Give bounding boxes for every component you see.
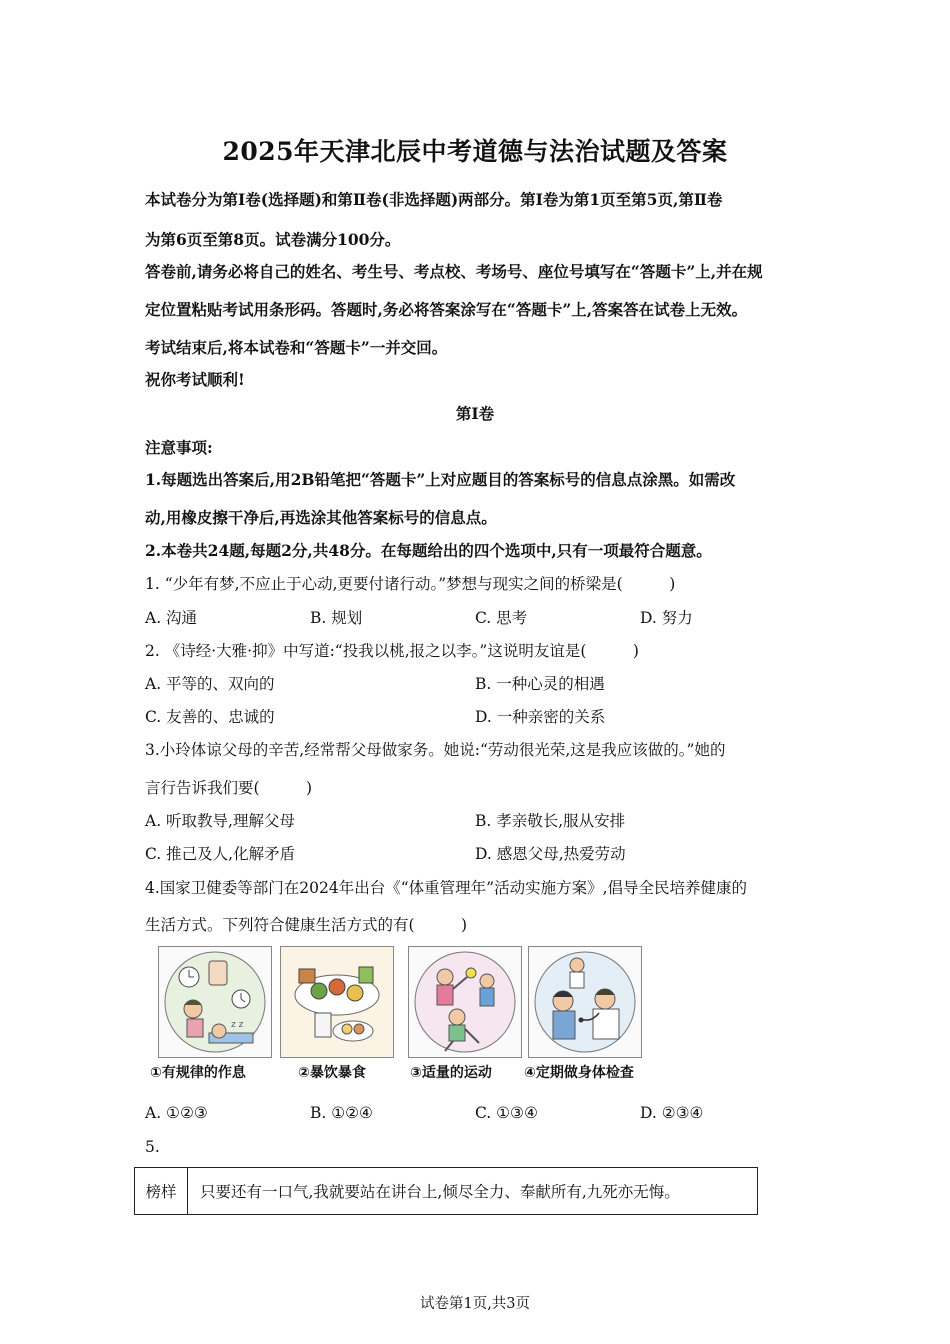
illustration-exercise xyxy=(408,946,522,1058)
svg-text:z z: z z xyxy=(231,1020,244,1030)
section-title: 第Ⅰ卷 xyxy=(455,404,495,423)
question-1-option-d: D. 努力 xyxy=(640,609,693,627)
question-3-option-b: B. 孝亲敬长,服从安排 xyxy=(475,812,626,830)
question-2-option-b: B. 一种心灵的相遇 xyxy=(475,675,605,693)
question-3-option-c: C. 推己及人,化解矛盾 xyxy=(145,845,296,863)
intro-paragraph-1-line-1: 本试卷分为第Ⅰ卷(选择题)和第Ⅱ卷(非选择题)两部分。第Ⅰ卷为第1页至第5页,第Ⅱ卷 xyxy=(145,190,723,209)
question-1-option-a: A. 沟通 xyxy=(145,609,198,627)
question-5-table-content: 只要还有一口气,我就要站在讲台上,倾尽全力、奉献所有,九死亦无悔。 xyxy=(200,1183,680,1201)
illustration-overeating xyxy=(280,946,394,1058)
question-5-number: 5. xyxy=(145,1138,160,1156)
question-3-option-a: A. 听取教导,理解父母 xyxy=(145,812,295,830)
illustration-caption-4: ④定期做身体检查 xyxy=(524,1065,634,1081)
question-4-stem-line-2: 生活方式。下列符合健康生活方式的有( ) xyxy=(145,916,468,934)
illustration-regular-routine xyxy=(158,946,272,1058)
question-2-stem: 2. 《诗经·大雅·抑》中写道:“投我以桃,报之以李。”这说明友谊是( ) xyxy=(145,642,639,660)
intro-paragraph-2-line-1: 答卷前,请务必将自己的姓名、考生号、考点校、考场号、座位号填写在“答题卡”上,并在规 xyxy=(145,262,763,281)
question-4-illustrations xyxy=(150,946,660,1086)
illustration-caption-2: ②暴饮暴食 xyxy=(298,1065,366,1081)
question-1-stem: 1. “少年有梦,不应止于心动,更要付诸行动。”梦想与现实之间的桥梁是( ) xyxy=(145,575,676,593)
notice-item-1-line-1: 1.每题选出答案后,用2B铅笔把“答题卡”上对应题目的答案标号的信息点涂黑。如需改 xyxy=(145,470,736,489)
question-4-option-b: B. ①②④ xyxy=(310,1104,373,1122)
question-1-option-b: B. 规划 xyxy=(310,609,363,627)
question-3-stem-line-2: 言行告诉我们要( ) xyxy=(145,779,313,797)
question-3-option-d: D. 感恩父母,热爱劳动 xyxy=(475,845,626,863)
question-1-option-c: C. 思考 xyxy=(475,609,528,627)
illustration-health-checkup xyxy=(528,946,642,1058)
notice-item-1-line-2: 动,用橡皮擦干净后,再选涂其他答案标号的信息点。 xyxy=(145,508,497,527)
question-5-table-header: 榜样 xyxy=(135,1168,188,1214)
intro-paragraph-2-line-2: 定位置粘贴考试用条形码。答题时,务必将答案涂写在“答题卡”上,答案答在试卷上无效。 xyxy=(145,300,748,319)
intro-paragraph-1-line-2: 为第6页至第8页。试卷满分100分。 xyxy=(145,230,401,249)
page-title: 2025年天津北辰中考道德与法治试题及答案 xyxy=(222,137,728,166)
illustration-caption-1: ①有规律的作息 xyxy=(150,1065,246,1081)
page-footer: 试卷第1页,共3页 xyxy=(419,1296,531,1312)
question-5-table xyxy=(134,1167,758,1215)
question-4-option-d: D. ②③④ xyxy=(640,1104,704,1122)
notice-item-2: 2.本卷共24题,每题2分,共48分。在每题给出的四个选项中,只有一项最符合题意。 xyxy=(145,541,712,560)
notice-heading: 注意事项: xyxy=(145,438,213,457)
question-2-option-c: C. 友善的、忠诚的 xyxy=(145,708,275,726)
illustration-caption-3: ③适量的运动 xyxy=(410,1065,492,1081)
intro-paragraph-3: 考试结束后,将本试卷和“答题卡”一并交回。 xyxy=(145,338,448,357)
question-3-stem-line-1: 3.小玲体谅父母的辛苦,经常帮父母做家务。她说:“劳动很光荣,这是我应该做的。”她的 xyxy=(145,741,726,759)
intro-paragraph-4: 祝你考试顺利! xyxy=(145,370,245,389)
question-4-stem-line-1: 4.国家卫健委等部门在2024年出台《“体重管理年”活动实施方案》,倡导全民培养健康的 xyxy=(145,879,748,897)
question-2-option-d: D. 一种亲密的关系 xyxy=(475,708,606,726)
question-4-option-a: A. ①②③ xyxy=(145,1104,208,1122)
question-4-option-c: C. ①③④ xyxy=(475,1104,538,1122)
question-2-option-a: A. 平等的、双向的 xyxy=(145,675,275,693)
